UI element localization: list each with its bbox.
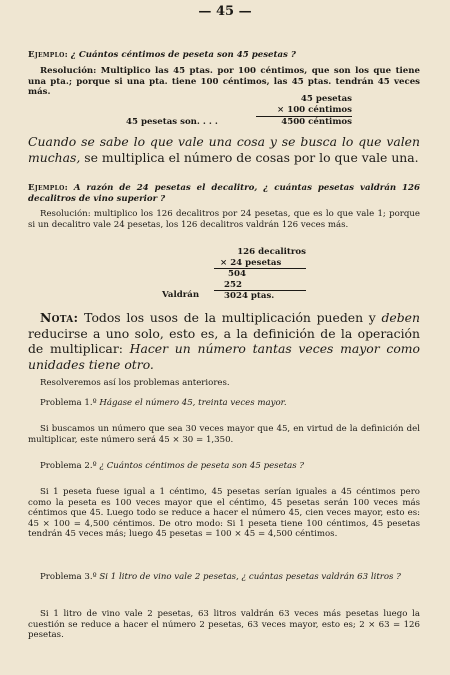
example-label: Ejemplo: (28, 183, 69, 193)
calc-multiplier: × 100 céntimos (277, 104, 352, 115)
example-2-calculation (214, 247, 306, 302)
problem-2-text: Si 1 peseta fuese igual a 1 céntimo, 45 pesetas serían iguales a 45 céntimos pero como la peseta es 100 veces mayor que el céntimo, 45 pesetas serán 100 veces más céntimos que 45. Luego todo se reduce a hacer el número 45, cien veces mayor, esto es: 45 × 100 = 4,500 céntimos. De otro modo: Si 1 peseta tiene 100 céntimos, 45 pesetas tendrán 45 veces más; luego 45 pesetas = 100 × 45 = 4,500 céntimos. (28, 487, 420, 540)
nota-text-2: reducirse a uno solo, esto es, a la definición de la operación de multiplicar: (28, 325, 420, 356)
nota-text-1: Todos los usos de la multiplicación pueden y (78, 310, 382, 325)
calc-left-label: 45 pesetas son. . . . (126, 117, 218, 127)
problem-1-text: Si buscamos un número que sea 30 veces mayor que 45, en virtud de la definición del multiplicar, este número será 45 × 30 = 1,350. (28, 424, 420, 445)
calc-result: 4500 céntimos (256, 116, 352, 128)
problem-label: Problema 2.º (40, 461, 97, 471)
nota-label: Nota: (40, 310, 79, 325)
calc-multiplicand: 45 pesetas (300, 94, 352, 104)
page-number: — 45 — (198, 4, 252, 19)
problem-2-heading (28, 461, 420, 472)
calc-multiplicand: 126 decalitros (237, 247, 306, 257)
calc-left-label: Valdrán (162, 290, 200, 300)
problem-3-text: Si 1 litro de vino vale 2 pesetas, 63 litros valdrán 63 veces más pesetas luego la cuestión se reduce a hacer el número 2 pesetas, 63 veces mayor, esto es; 2 × 63 = 126 pesetas. (28, 609, 420, 641)
example-question: ¿ Cuántos céntimos de peseta son 45 pesetas ? (70, 50, 296, 60)
calc-result: 3024 ptas. (214, 290, 306, 302)
example-1-calculation (256, 94, 352, 128)
problem-title: Si 1 litro de vino vale 2 pesetas, ¿ cuántas pesetas valdrán 63 litros ? (99, 572, 401, 582)
example-1-heading (28, 50, 420, 61)
example-question: A razón de 24 pesetas el decalitro, ¿ cuántas pesetas valdrán 126 decalitros de vino superior ? (28, 183, 420, 204)
problem-1-heading (28, 398, 420, 409)
calc-partial-2: 252 (224, 279, 242, 290)
rule-normal: se multiplica el número de cosas por lo que vale una. (80, 149, 419, 165)
calc-partial-1: 504 (214, 268, 306, 280)
problem-label: Problema 1.º (40, 398, 97, 408)
rule-statement (28, 134, 420, 165)
intro-line: Resolveremos así los problemas anteriores. (40, 378, 230, 388)
rule-italic: Cuando se sabe lo que vale una cosa y se busca lo que valen muchas, (28, 134, 420, 165)
example-2-resolution: Resolución: multiplico los 126 decalitros por 24 pesetas, que es lo que vale 1; porque si un decalitro vale 24 pesetas, los 126 decalitros valdrán 126 veces más. (28, 209, 420, 230)
calc-multiplier: × 24 pesetas (220, 257, 282, 268)
nota-italic-2: Hacer un número tantas veces mayor como unidades tiene otro. (28, 341, 420, 372)
example-1-resolution: Resolución: Multiplico las 45 ptas. por 100 céntimos, que son los que tiene una pta.; porque si una pta. tiene 100 céntimos, las 45 ptas. tendrán 45 veces más. (28, 66, 420, 98)
nota-paragraph (28, 310, 420, 372)
problem-title: ¿ Cuántos céntimos de peseta son 45 pesetas ? (99, 461, 305, 471)
example-2-heading (28, 183, 420, 204)
problem-3-heading (28, 572, 420, 583)
example-label: Ejemplo: (28, 50, 69, 60)
nota-italic-1: deben (381, 310, 420, 325)
problem-title: Hágase el número 45, treinta veces mayor. (99, 398, 287, 408)
problem-label: Problema 3.º (40, 572, 97, 582)
